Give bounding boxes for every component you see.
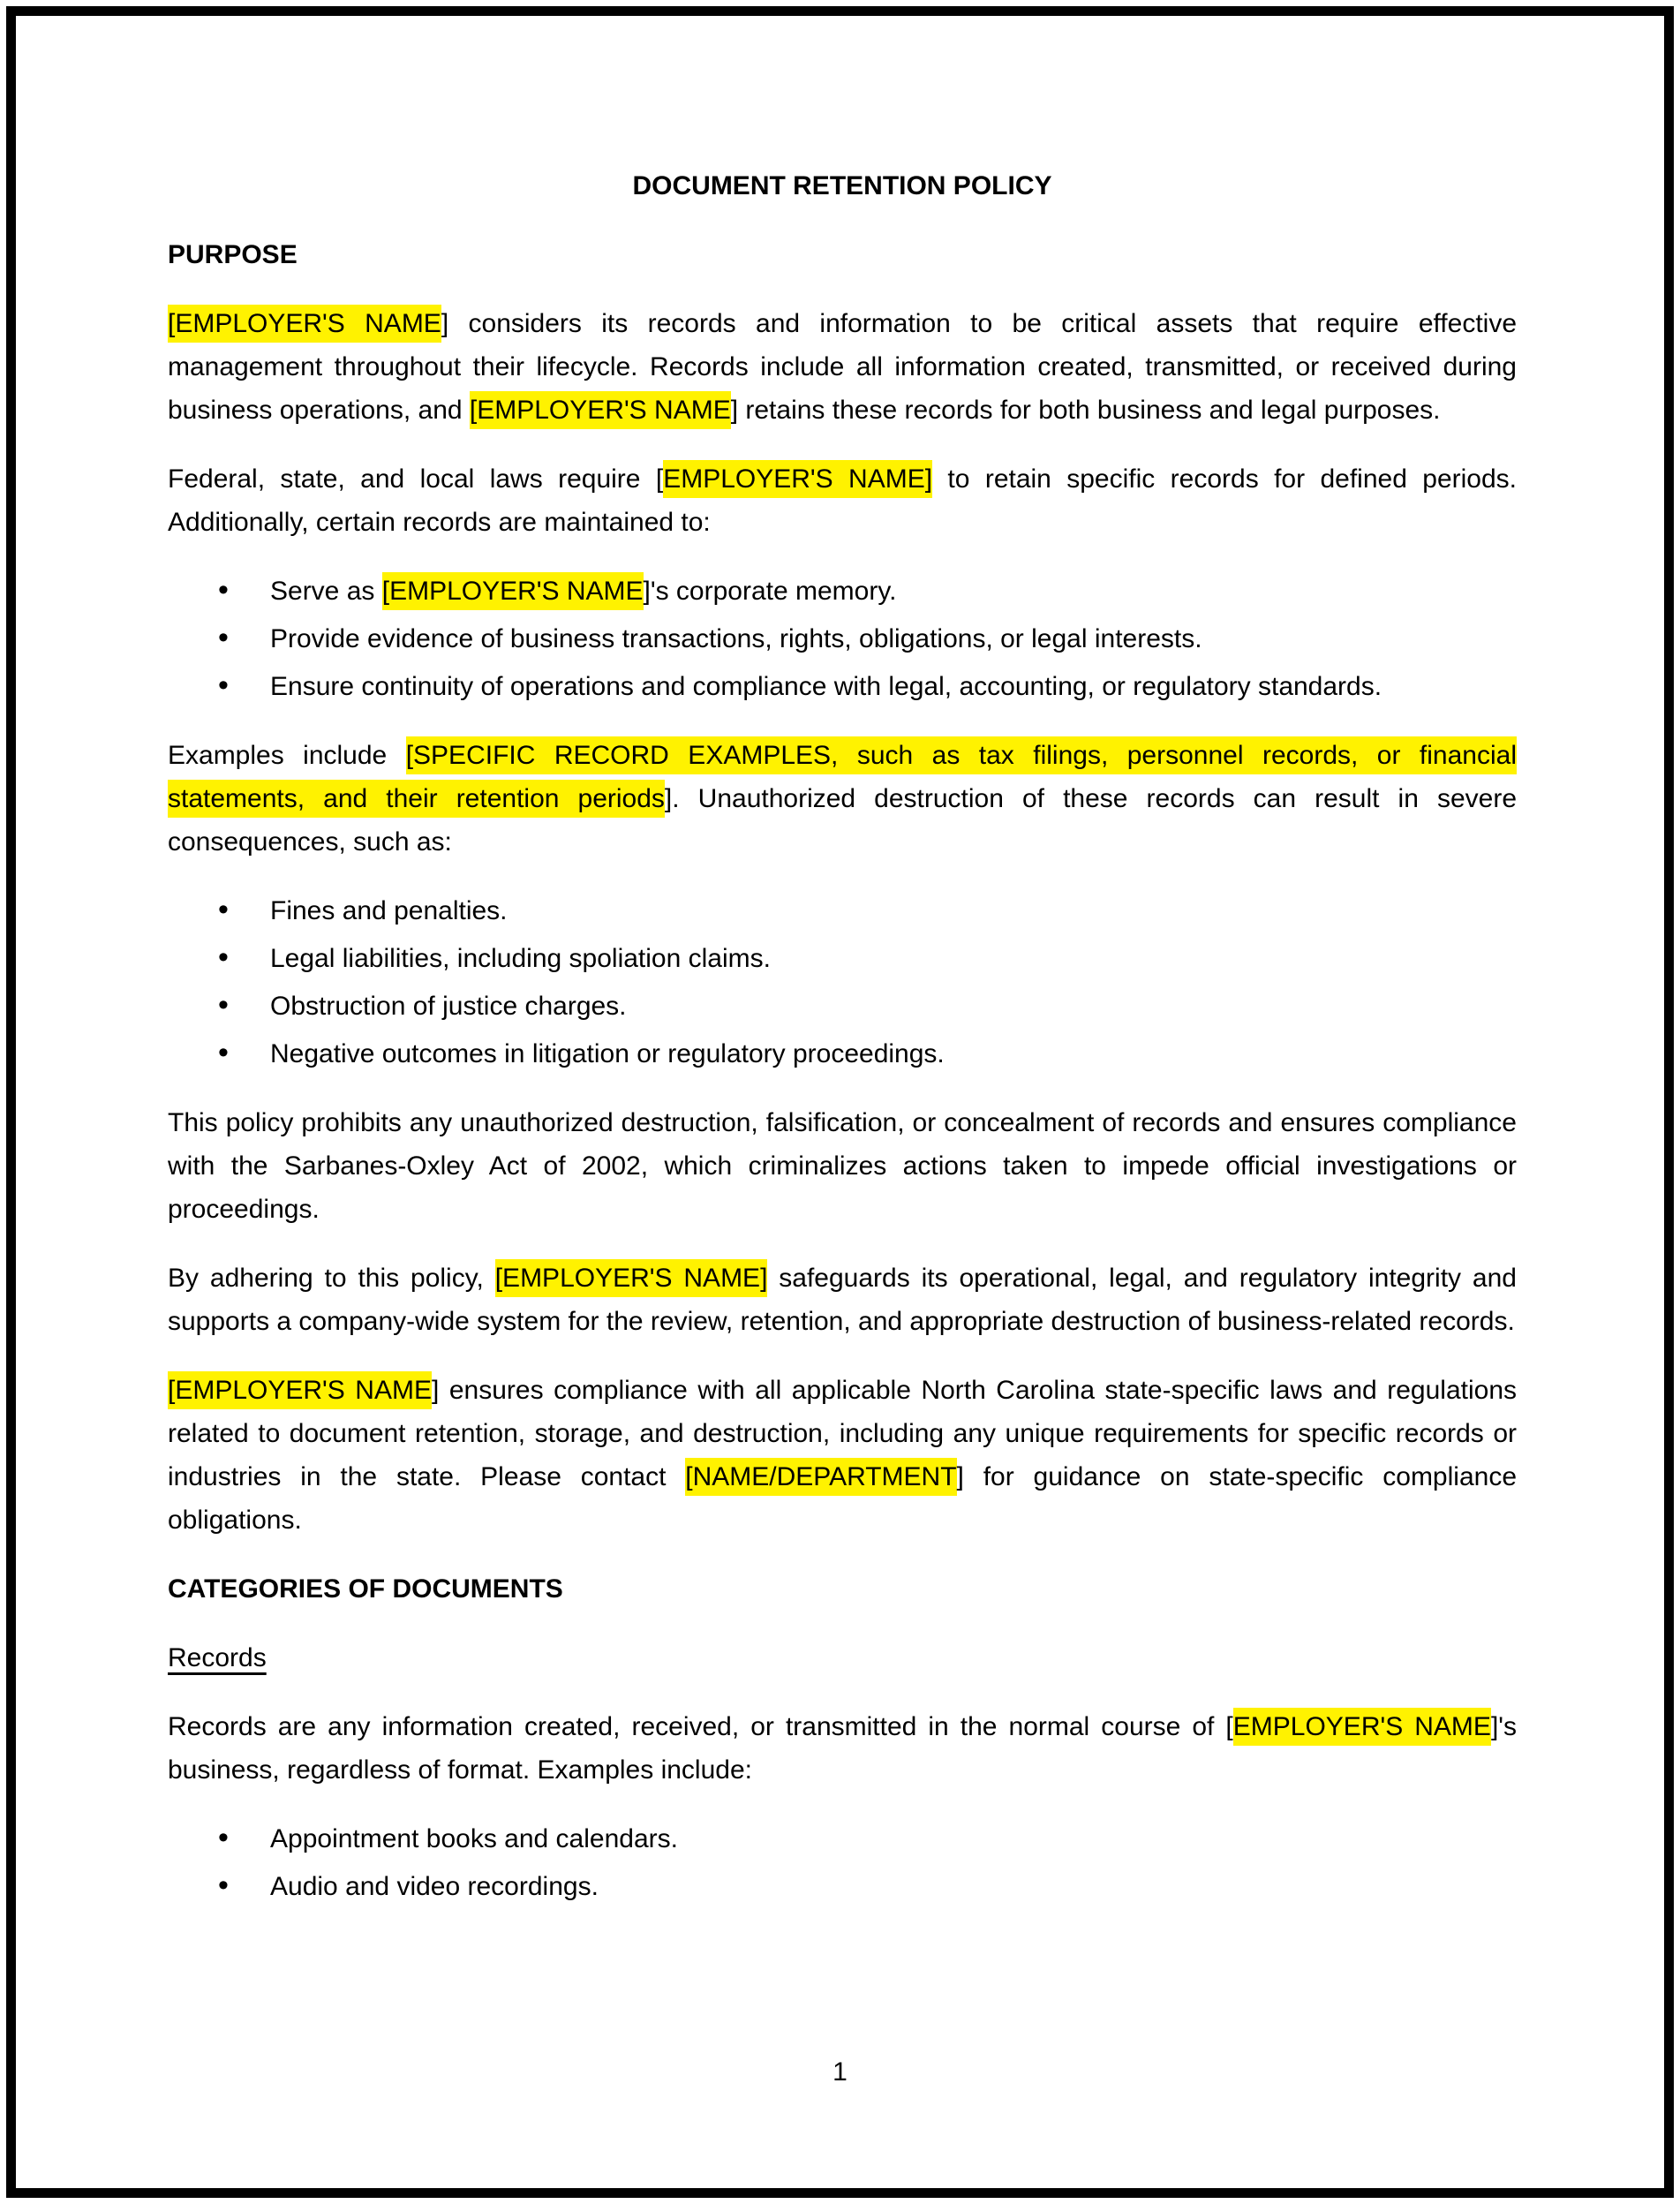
text-run: ] ensures compliance with all applicable North Carolina state-specific laws and regulations related to document retention, storage, and destruction, including any unique requirements for specific records or industries in the state. Please contact	[168, 1376, 1518, 1491]
heading-purpose: PURPOSE	[168, 240, 298, 269]
placeholder-name-department: [NAME/DEPARTMENT	[685, 1458, 956, 1496]
text-run: Serve as	[270, 577, 382, 606]
placeholder-employers-name: [EMPLOYER'S NAME	[168, 1371, 432, 1409]
list-item: • Negative outcomes in litigation or regulatory proceedings.	[168, 1032, 1517, 1076]
list-item: • Audio and video recordings.	[168, 1865, 1517, 1908]
document-content	[168, 164, 1517, 1934]
list-item: • Ensure continuity of operations and compliance with legal, accounting, or regulatory standards.	[168, 665, 1517, 708]
bullet-list-record-purposes	[168, 570, 1517, 708]
text-run: ]'s business, regardless of format. Examples include:	[168, 1712, 1517, 1785]
paragraph-records-definition	[168, 1705, 1517, 1792]
page-number: 1	[832, 2057, 848, 2087]
paragraph-prohibition: This policy prohibits any unauthorized destruction, falsification, or concealment of records and ensures compliance with the Sarbanes-Oxley Act of 2002, which criminalizes actions taken to impede official investigations or proceedings.	[168, 1108, 1517, 1224]
text-run: ]. Unauthorized destruction of these records can result in severe consequences, such as:	[168, 784, 1517, 857]
placeholder-specific-record-examples: [SPECIFIC RECORD EXAMPLES, such as tax filings, personnel records, or financial statements, and their retention periods	[168, 736, 1517, 818]
bullet-list-consequences	[168, 889, 1517, 1076]
placeholder-employers-name: [EMPLOYER'S NAME	[382, 572, 644, 610]
placeholder-employers-name: EMPLOYER'S NAME]	[663, 460, 932, 498]
document-title: DOCUMENT RETENTION POLICY	[632, 171, 1052, 200]
page-footer	[0, 2050, 1680, 2094]
list-item: • Fines and penalties.	[168, 889, 1517, 932]
paragraph-intro	[168, 302, 1517, 432]
text-run: ] considers its records and information to be critical assets that require effective management throughout their lifecycle. Records include all information created, transmitted, or received during business operations, and	[168, 309, 1518, 425]
placeholder-employers-name: EMPLOYER'S NAME	[1233, 1708, 1491, 1746]
text-run: Federal, state, and local laws require [	[168, 464, 664, 494]
list-item: • Appointment books and calendars.	[168, 1817, 1517, 1861]
list-item: • Provide evidence of business transactions, rights, obligations, or legal interests.	[168, 617, 1517, 660]
list-item	[168, 570, 1517, 613]
text-run: Examples include	[168, 741, 406, 770]
paragraph-adhering	[168, 1257, 1517, 1343]
paragraph-state-compliance	[168, 1369, 1517, 1542]
list-item: • Legal liabilities, including spoliation claims.	[168, 937, 1517, 980]
text-run: ] retains these records for both business and legal purposes.	[730, 396, 1441, 425]
text-run: to retain specific records for defined periods. Additionally, certain records are maintained to:	[168, 464, 1517, 537]
placeholder-employers-name: [EMPLOYER'S NAME	[470, 391, 731, 429]
heading-categories-of-documents: CATEGORIES OF DOCUMENTS	[168, 1574, 563, 1604]
paragraph-examples	[168, 734, 1517, 864]
text-run: ]'s corporate memory.	[643, 577, 897, 606]
text-run: By adhering to this policy,	[168, 1264, 495, 1293]
text-run: safeguards its operational, legal, and regulatory integrity and supports a company-wide system for the review, retention, and appropriate destruction of business-related records.	[168, 1264, 1517, 1336]
list-item: • Obstruction of justice charges.	[168, 985, 1517, 1028]
text-run: Records are any information created, received, or transmitted in the normal course of [	[168, 1712, 1233, 1741]
paragraph-federal-laws	[168, 457, 1517, 544]
subheading-records: Records	[168, 1643, 267, 1672]
placeholder-employers-name: [EMPLOYER'S NAME	[168, 305, 441, 343]
placeholder-employers-name: [EMPLOYER'S NAME]	[495, 1259, 768, 1297]
text-run: ] for guidance on state-specific compliance obligations.	[168, 1462, 1518, 1535]
bullet-list-record-examples	[168, 1817, 1517, 1908]
